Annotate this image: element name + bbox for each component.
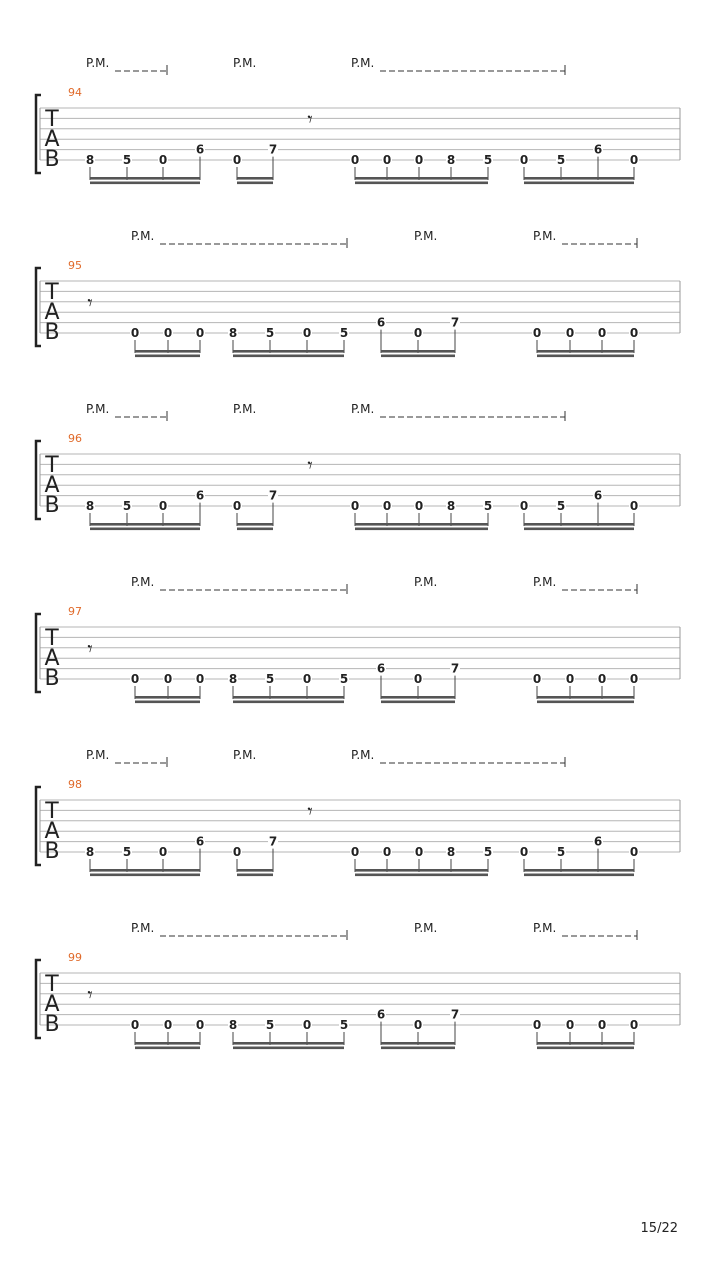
fret-number: 0 (532, 672, 542, 686)
beam (90, 528, 200, 531)
fret-number: 0 (195, 672, 205, 686)
palm-mute-label: P.M. (131, 575, 155, 589)
tab-clef-letter: T (45, 799, 59, 824)
fret-number: 0 (414, 499, 424, 513)
eighth-rest: 𝄾 (87, 982, 93, 1007)
fret-number: 0 (350, 845, 360, 859)
fret-number: 0 (158, 153, 168, 167)
beam (233, 350, 344, 353)
tab-clef-letter: A (44, 473, 60, 498)
fret-number: 6 (195, 488, 205, 503)
beam (135, 696, 200, 699)
beam (537, 1042, 634, 1045)
fret-number: 8 (446, 499, 456, 513)
beam (233, 1042, 344, 1045)
beam (537, 355, 634, 358)
fret-number: 5 (556, 845, 566, 859)
fret-number: 0 (629, 845, 639, 859)
fret-number: 7 (450, 661, 460, 676)
fret-number: 5 (339, 326, 349, 340)
beam (135, 1047, 200, 1050)
fret-number: 0 (519, 845, 529, 859)
fret-number: 0 (302, 672, 312, 686)
beam (355, 177, 488, 180)
fret-number: 0 (302, 326, 312, 340)
measure-number: 99 (68, 951, 82, 964)
fret-number: 7 (268, 488, 278, 503)
fret-number: 8 (228, 1018, 238, 1032)
beam (90, 182, 200, 185)
palm-mute-label: P.M. (414, 575, 438, 589)
fret-number: 5 (339, 1018, 349, 1032)
fret-number: 0 (629, 153, 639, 167)
fret-number: 0 (565, 326, 575, 340)
palm-mute-label: P.M. (351, 56, 375, 70)
fret-number: 7 (268, 142, 278, 157)
measure-number: 97 (68, 605, 82, 618)
beam (237, 869, 273, 872)
fret-number: 0 (413, 672, 423, 686)
palm-mute-label: P.M. (86, 56, 110, 70)
palm-mute-label: P.M. (233, 748, 257, 762)
fret-number: 6 (593, 834, 603, 849)
fret-number: 0 (532, 1018, 542, 1032)
tab-clef-letter: B (44, 320, 60, 345)
fret-number: 6 (593, 142, 603, 157)
beam (524, 523, 634, 526)
fret-number: 6 (195, 834, 205, 849)
palm-mute-label: P.M. (533, 229, 557, 243)
beam (135, 350, 200, 353)
beam (233, 701, 344, 704)
fret-number: 5 (483, 153, 493, 167)
fret-number: 0 (158, 499, 168, 513)
beam (237, 177, 273, 180)
tab-clef-letter: A (44, 300, 60, 325)
beam (237, 523, 273, 526)
system-99 (36, 921, 680, 1049)
fret-number: 0 (163, 1018, 173, 1032)
palm-mute-label: P.M. (86, 748, 110, 762)
fret-number: 0 (413, 1018, 423, 1032)
beam (355, 523, 488, 526)
fret-number: 0 (130, 672, 140, 686)
beam (381, 701, 455, 704)
fret-number: 5 (483, 845, 493, 859)
beam (537, 1047, 634, 1050)
tab-clef-letter: B (44, 1012, 60, 1037)
measure-number: 94 (68, 86, 82, 99)
fret-number: 8 (85, 845, 95, 859)
eighth-rest: 𝄾 (307, 107, 313, 131)
palm-mute-label: P.M. (351, 748, 375, 762)
fret-number: 0 (629, 1018, 639, 1032)
fret-number: 0 (302, 1018, 312, 1032)
fret-number: 0 (232, 153, 242, 167)
tab-clef-letter: T (45, 280, 59, 305)
tab-clef-letter: A (44, 819, 60, 844)
beam (90, 177, 200, 180)
system-94 (36, 56, 680, 184)
fret-number: 0 (350, 153, 360, 167)
fret-number: 6 (376, 1007, 386, 1022)
beam (381, 1042, 455, 1045)
eighth-rest: 𝄾 (87, 290, 93, 315)
palm-mute-label: P.M. (533, 575, 557, 589)
beam (355, 869, 488, 872)
fret-number: 0 (195, 1018, 205, 1032)
fret-number: 0 (382, 153, 392, 167)
beam (233, 696, 344, 699)
beam (135, 1042, 200, 1045)
fret-number: 0 (565, 1018, 575, 1032)
beam (537, 350, 634, 353)
beam (381, 1047, 455, 1050)
tab-clef-letter: B (44, 493, 60, 518)
beam (537, 701, 634, 704)
beam (135, 355, 200, 358)
tab-clef-letter: T (45, 972, 59, 997)
fret-number: 5 (265, 326, 275, 340)
tab-clef-letter: T (45, 453, 59, 478)
eighth-rest: 𝄾 (307, 799, 313, 823)
fret-number: 0 (565, 672, 575, 686)
fret-number: 5 (265, 1018, 275, 1032)
fret-number: 0 (232, 845, 242, 859)
fret-number: 0 (350, 499, 360, 513)
fret-number: 0 (532, 326, 542, 340)
beam (355, 874, 488, 877)
fret-number: 0 (629, 672, 639, 686)
fret-number: 8 (85, 153, 95, 167)
fret-number: 8 (446, 153, 456, 167)
fret-number: 0 (130, 1018, 140, 1032)
tab-clef-letter: A (44, 127, 60, 152)
beam (237, 874, 273, 877)
fret-number: 0 (414, 153, 424, 167)
fret-number: 5 (122, 845, 132, 859)
measure-number: 98 (68, 778, 82, 791)
tab-clef-letter: B (44, 839, 60, 864)
palm-mute-label: P.M. (233, 56, 257, 70)
fret-number: 0 (130, 326, 140, 340)
beam (537, 696, 634, 699)
fret-number: 6 (376, 661, 386, 676)
beam (135, 701, 200, 704)
palm-mute-label: P.M. (233, 402, 257, 416)
tab-clef-letter: A (44, 992, 60, 1017)
palm-mute-label: P.M. (533, 921, 557, 935)
palm-mute-label: P.M. (414, 921, 438, 935)
fret-number: 5 (556, 499, 566, 513)
fret-number: 8 (228, 672, 238, 686)
beam (233, 355, 344, 358)
fret-number: 0 (629, 499, 639, 513)
system-95 (36, 229, 680, 357)
fret-number: 0 (382, 845, 392, 859)
fret-number: 5 (339, 672, 349, 686)
beam (237, 182, 273, 185)
fret-number: 6 (593, 488, 603, 503)
tab-clef-letter: T (45, 107, 59, 132)
fret-number: 0 (382, 499, 392, 513)
tab-clef-letter: T (45, 626, 59, 651)
beam (90, 523, 200, 526)
beam (90, 874, 200, 877)
fret-number: 0 (597, 326, 607, 340)
palm-mute-label: P.M. (86, 402, 110, 416)
fret-number: 0 (597, 1018, 607, 1032)
tab-clef-letter: B (44, 666, 60, 691)
fret-number: 7 (450, 315, 460, 330)
fret-number: 0 (158, 845, 168, 859)
system-96 (36, 402, 680, 530)
fret-number: 0 (413, 326, 423, 340)
palm-mute-label: P.M. (414, 229, 438, 243)
fret-number: 0 (414, 845, 424, 859)
fret-number: 0 (163, 326, 173, 340)
beam (355, 182, 488, 185)
beam (524, 177, 634, 180)
system-97 (36, 575, 680, 703)
beam (524, 182, 634, 185)
beam (524, 528, 634, 531)
fret-number: 6 (195, 142, 205, 157)
fret-number: 5 (265, 672, 275, 686)
fret-number: 8 (446, 845, 456, 859)
fret-number: 5 (122, 153, 132, 167)
fret-number: 0 (163, 672, 173, 686)
beam (237, 528, 273, 531)
fret-number: 5 (556, 153, 566, 167)
fret-number: 8 (85, 499, 95, 513)
measure-number: 95 (68, 259, 82, 272)
tab-clef-letter: B (44, 147, 60, 172)
fret-number: 0 (232, 499, 242, 513)
system-98 (36, 748, 680, 876)
beam (355, 528, 488, 531)
fret-number: 6 (376, 315, 386, 330)
palm-mute-label: P.M. (351, 402, 375, 416)
fret-number: 0 (519, 153, 529, 167)
fret-number: 0 (629, 326, 639, 340)
measure-number: 96 (68, 432, 82, 445)
beam (233, 1047, 344, 1050)
beam (381, 355, 455, 358)
fret-number: 8 (228, 326, 238, 340)
fret-number: 7 (268, 834, 278, 849)
tab-clef-letter: A (44, 646, 60, 671)
page-number: 15/22 (640, 1221, 678, 1236)
palm-mute-label: P.M. (131, 229, 155, 243)
fret-number: 0 (519, 499, 529, 513)
fret-number: 5 (483, 499, 493, 513)
palm-mute-label: P.M. (131, 921, 155, 935)
fret-number: 5 (122, 499, 132, 513)
fret-number: 0 (597, 672, 607, 686)
fret-number: 7 (450, 1007, 460, 1022)
beam (524, 869, 634, 872)
beam (90, 869, 200, 872)
fret-number: 0 (195, 326, 205, 340)
eighth-rest: 𝄾 (87, 636, 93, 661)
beam (524, 874, 634, 877)
beam (381, 350, 455, 353)
eighth-rest: 𝄾 (307, 453, 313, 477)
beam (381, 696, 455, 699)
